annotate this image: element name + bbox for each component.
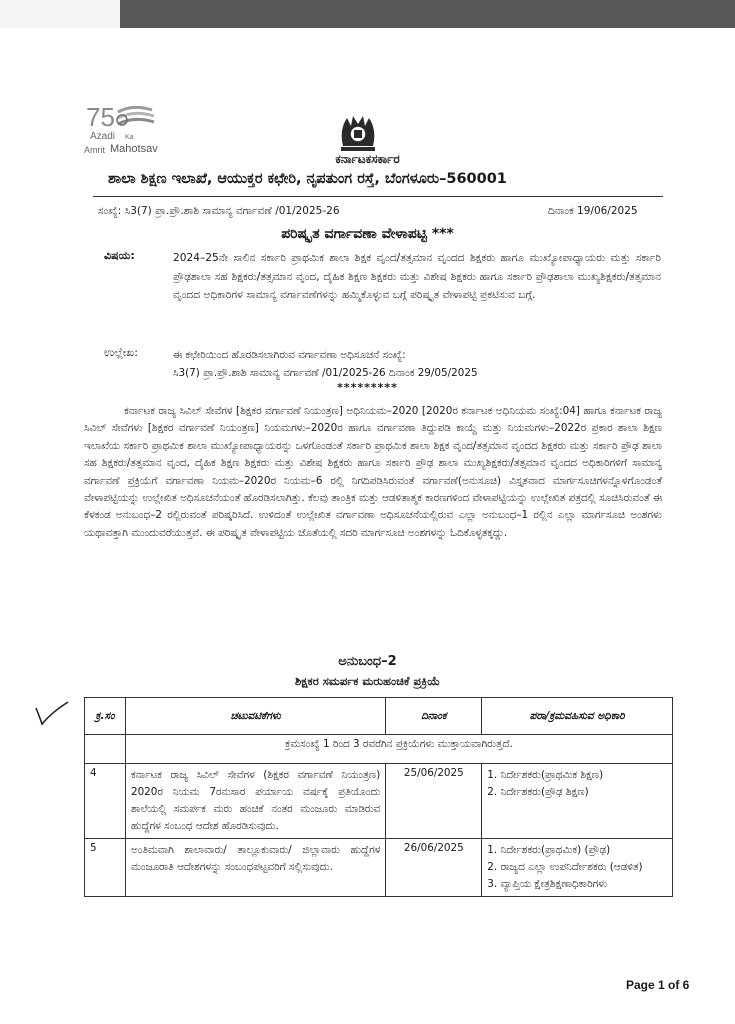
reference-text — [173, 346, 661, 382]
page-number: Page 1 of 6 — [626, 978, 690, 992]
row-sl-no: 5 — [85, 839, 126, 897]
header-date: ದಿನಾಂಕ — [386, 698, 482, 735]
row-activity: ಅಂತಿಮವಾಗಿ ಶಾಲಾವಾರು/ ತಾಲ್ಲೂಕುವಾರು/ ಜಿಲ್ಲಾವಾರು ಹುದ್ದೆಗಳ ಮಂಜೂರಾತಿ ಆದೇಶಗಳನ್ನು ಸಂಬಂಧಪಟ್ಟವರಿಗೆ ಸಲ್ಲಿಸುವುದು. — [125, 839, 385, 897]
government-name: ಕರ್ನಾಟಕಸರ್ಕಾರ — [335, 152, 400, 166]
authority-item: 1. ನಿರ್ದೇಶಕರು(ಪ್ರಾಥಮಿಕ) (ಪ್ರೌಢ) — [487, 844, 611, 856]
logo-mahotsav-text: Mahotsav — [110, 143, 158, 155]
table-note-row — [85, 735, 673, 764]
table-note: ಕ್ರಮಸಂಖ್ಯೆ 1 ರಿಂದ 3 ರವರೆಗಿನ ಪ್ರಕ್ರಿಯೆಗಳು ಮುಕ್ತಾಯವಾಗಿರುತ್ತದೆ. — [125, 735, 672, 764]
logo-azadi-text: Azadi — [90, 131, 116, 142]
state-emblem-icon — [333, 108, 383, 154]
body-paragraph: ಕರ್ನಾಟಕ ರಾಜ್ಯ ಸಿವಿಲ್ ಸೇವೆಗಳ [ಶಿಕ್ಷಕರ ವರ್ಗಾವಣೆ ನಿಯಂತ್ರಣ] ಅಧಿನಿಯಮ–2020 [2020ರ ಕರ್ನಾಟಕ ಅಧಿನಿಯಮ ಸಂಖ್ಯೆ:04] ಹಾಗೂ ಕರ್ನಾಟಕ ರಾಜ್ಯ ಸಿವಿಲ್ ಸೇವೆಗಳು [ಶಿಕ್ಷಕರ ವರ್ಗಾವಣೆ ನಿಯಂತ್ರಣ] ನಿಯಮಗಳು–2020ರ ಹಾಗೂ ವರ್ಗಾವಣಾ ತಿದ್ದುಪಡಿ ಕಾಯ್ದೆ ಮತ್ತು ನಿಯಮಗಳು–2022ರ ಪ್ರಕಾರ ಶಾಲಾ ಶಿಕ್ಷಣ ಇಲಾಖೆಯ ಸರ್ಕಾರಿ ಪ್ರಾಥಮಿಕ ಶಾಲಾ ಮುಖ್ಯೋಪಾಧ್ಯಾಯರನ್ನು ಒಳಗೊಂಡಂತೆ ಸರ್ಕಾರಿ ಪ್ರಾಥಮಿಕ ಶಾಲಾ ಶಿಕ್ಷಕ ವೃಂದ/ತತ್ಸಮಾನ ವೃಂದದ ಶಿಕ್ಷಕರು ಮತ್ತು ಸರ್ಕಾರಿ ಪ್ರೌಢ ಶಾಲಾ ಸಹ ಶಿಕ್ಷಕರು/ತತ್ಸಮಾನ ವೃಂದ, ದೈಹಿಕ ಶಿಕ್ಷಣ ಶಿಕ್ಷಕರು ಮತ್ತು ವಿಶೇಷ ಶಿಕ್ಷಕರು ಹಾಗೂ ಸರ್ಕಾರಿ ಪ್ರೌಢ ಶಾಲಾ ಮುಖ್ಯಶಿಕ್ಷಕರು/ತತ್ಸಮಾನ ವೃಂದದ ಅಧಿಕಾರಿಗಳಿಗೆ ಸಾಮಾನ್ಯ ವರ್ಗಾವಣೆ ಪ್ರಕ್ರಿಯೆಗೆ ವರ್ಗಾವಣಾ ನಿಯಮ–2020ರ ನಿಯಮ–6 ರಲ್ಲಿ ನಿಗದಿಪಡಿಸಿರುವಂತೆ ವರ್ಗಾವಣೆ(ಅನುಸೂಚಿ) ವಿಸ್ತೃತವಾದ ಮಾರ್ಗಸೂಚಿಗಳನ್ನೊಳಗೊಂಡಂತೆ ವೇಳಾಪಟ್ಟಿಯನ್ನು ಉಲ್ಲೇಖಿತ ಅಧಿಸೂಚನೆಯಂತೆ ಹೊರಡಿಸಲಾಗಿತ್ತು. ಕೆಲವು ತಾಂತ್ರಿಕ ಮತ್ತು ಆಡಳಿತಾತ್ಮಕ ಕಾರಣಗಳಿಂದ ವೇಳಾಪಟ್ಟಿಯನ್ನು ಉಲ್ಲೇಖಿತ ಪತ್ರದಲ್ಲಿ ಸೂಚಿಸಿರುವಂತೆ ಈ ಕೆಳಕಂಡ ಅನುಬಂಧ–2 ರಲ್ಲಿರುವಂತೆ ಪರಿಷ್ಕರಿಸಿದೆ. ಉಳಿದಂತೆ ಉಲ್ಲೇಖಿತ ವರ್ಗಾವಣಾ ಅಧಿಸೂಚನೆಯಲ್ಲಿರುವ ಎಲ್ಲಾ ಅನುಬಂಧ–1 ರಲ್ಲಿನ ಎಲ್ಲಾ ಮಾರ್ಗಸೂಚಿ ಅಂಶಗಳು ಯಥಾವತ್ತಾಗಿ ಮುಂದುವರೆಯುತ್ತವೆ. ಈ ಪರಿಷ್ಕೃತ ವೇಳಾಪಟ್ಟಿಯ ಜೊತೆಯಲ್ಲಿ ಸದರಿ ಮಾರ್ಗಸೂಚಿ ಅಂಶಗಳನ್ನು ಓದಿಕೊಳ್ಳತಕ್ಕದ್ದು. — [84, 405, 662, 539]
table-header-row — [85, 698, 673, 735]
authority-item: 2. ರಾಜ್ಯದ ಎಲ್ಲಾ ಉಪನಿರ್ದೇಶಕರು (ಆಡಳಿತ) — [487, 861, 643, 873]
order-date: ದಿನಾಂಕ 19/06/2025 — [548, 205, 638, 217]
department-address: ಶಾಲಾ ಶಿಕ್ಷಣ ಇಲಾಖೆ, ಆಯುಕ್ತರ ಕಛೇರಿ, ನೃಪತುಂಗ ರಸ್ತೆ, ಬೆಂಗಳೂರು–560001 — [108, 171, 507, 187]
annexure-subtitle: ಶಿಕ್ಷಕರ ಸಮರ್ಪಕ ಮರುಹಂಚಿಕೆ ಪ್ರಕ್ರಿಯೆ — [295, 674, 440, 688]
row-authority — [482, 764, 673, 839]
scan-margin — [0, 0, 120, 28]
annexure-title: ಅನುಬಂಧ–2 — [338, 654, 397, 669]
subject-label: ವಿಷಯ: — [104, 249, 135, 262]
row-date: 25/06/2025 — [386, 764, 482, 839]
authority-item: 1. ನಿರ್ದೇಶಕರು(ಪ್ರಾಥಮಿಕ ಶಿಕ್ಷಣ) — [487, 769, 604, 781]
reference-label: ಉಲ್ಲೇಖ: — [104, 346, 138, 359]
header-sl-no: ಕ್ರ.ಸಂ — [85, 698, 126, 735]
table-row — [85, 764, 673, 839]
scan-dark-strip — [120, 0, 735, 28]
schedule-table — [84, 697, 673, 897]
header-authority: ಪರಾ/ಕ್ರಮವಹಿಸುವ ಅಧಿಕಾರಿ — [482, 698, 673, 735]
row-date: 26/06/2025 — [386, 839, 482, 897]
row-authority — [482, 839, 673, 897]
document-title: ಪರಿಷ್ಕೃತ ವರ್ಗಾವಣಾ ವೇಳಾಪಟ್ಟಿ *** — [281, 226, 454, 242]
handwritten-tick-mark — [32, 698, 72, 728]
subject-text: 2024–25ನೇ ಸಾಲಿನ ಸರ್ಕಾರಿ ಪ್ರಾಥಮಿಕ ಶಾಲಾ ಶಿಕ್ಷಕ ವೃಂದ/ತತ್ಸಮಾನ ವೃಂದದ ಶಿಕ್ಷಕರು ಹಾಗೂ ಮುಖ್ಯೋಪಾಧ್ಯಾಯರು ಮತ್ತು ಸರ್ಕಾರಿ ಪ್ರೌಢಶಾಲಾ ಸಹ ಶಿಕ್ಷಕರು/ತತ್ಸಮಾನ ವೃಂದ, ದೈಹಿಕ ಶಿಕ್ಷಣ ಶಿಕ್ಷಕರು ಮತ್ತು ವಿಶೇಷ ಶಿಕ್ಷಕರು ಹಾಗೂ ಸರ್ಕಾರಿ ಪ್ರೌಢಶಾಲಾ ಮುಖ್ಯಶಿಕ್ಷಕರು/ತತ್ಸಮಾನ ವೃಂದದ ಅಧಿಕಾರಿಗಳ ಸಾಮಾನ್ಯ ವರ್ಗಾವಣೆಗಳನ್ನು ಹಮ್ಮಿಕೊಳ್ಳುವ ಬಗ್ಗೆ ಪರಿಷ್ಕೃತ ವೇಳಾಪಟ್ಟಿ ಪ್ರಕಟಿಸುವ ಬಗ್ಗೆ. — [173, 252, 661, 301]
order-number: ಸಂಖ್ಯೆ: ಸಿ3(7) ಪ್ರಾ.ಪ್ರೌ.ಶಾಶಿ ಸಾಮಾನ್ಯ ವರ್ಗಾವಣೆ /01/2025-26 — [98, 205, 340, 217]
separator-stars: ********* — [337, 381, 398, 394]
header-divider — [93, 196, 663, 197]
header-activities: ಚಟುವಟಿಕೆಗಳು — [125, 698, 385, 735]
logo-75-text: 75 — [86, 102, 115, 132]
authority-item: 2. ನಿರ್ದೇಶಕರು(ಪ್ರೌಢ ಶಿಕ್ಷಣ) — [487, 786, 589, 798]
logo-ka-text: Ka — [125, 134, 134, 141]
row-activity: ಕರ್ನಾಟಕ ರಾಜ್ಯ ಸಿವಿಲ್ ಸೇವೆಗಳ (ಶಿಕ್ಷಕರ ವರ್ಗಾವಣೆ ನಿಯಂತ್ರಣ) 2020ರ ನಿಯಮ 7ರನುಸಾರ ಪರ್ಯಾಯ ವರ್ಷಕ್ಕೆ ಪ್ರತಿಯೊಂದು ಶಾಲೆಯಲ್ಲಿ ಸಮರ್ಪಕ ಮರು ಹಂಚಿಕೆ ನಂತರ ಮಂಜೂರು ಮಾಡಿರುವ ಹುದ್ದೆಗಳ ಸಂಬಂಧ ಆದೇಶ ಹೊರಡಿಸುವುದು. — [125, 764, 385, 839]
table-row — [85, 839, 673, 897]
reference-line-2: ಸಿ3(7) ಪ್ರಾ.ಪ್ರೌ.ಶಾಶಿ ಸಾಮಾನ್ಯ ವರ್ಗಾವಣೆ /01/2025-26 ದಿನಾಂಕ 29/05/2025 — [173, 367, 478, 379]
logo-amrit-text: Amrit — [84, 145, 105, 155]
authority-item: 3. ವ್ಯಾಪ್ತಿಯ ಕ್ಷೇತ್ರಶಿಕ್ಷಣಾಧಿಕಾರಿಗಳು — [487, 878, 608, 890]
reference-line-1: ಈ ಕಛೇರಿಯಿಂದ ಹೊರಡಿಸಲಾಗಿರುವ ವರ್ಗಾವಣಾ ಅಧಿಸೂಚನೆ ಸಂಖ್ಯೆ: — [173, 349, 406, 361]
note-empty-cell — [85, 735, 126, 764]
row-sl-no: 4 — [85, 764, 126, 839]
